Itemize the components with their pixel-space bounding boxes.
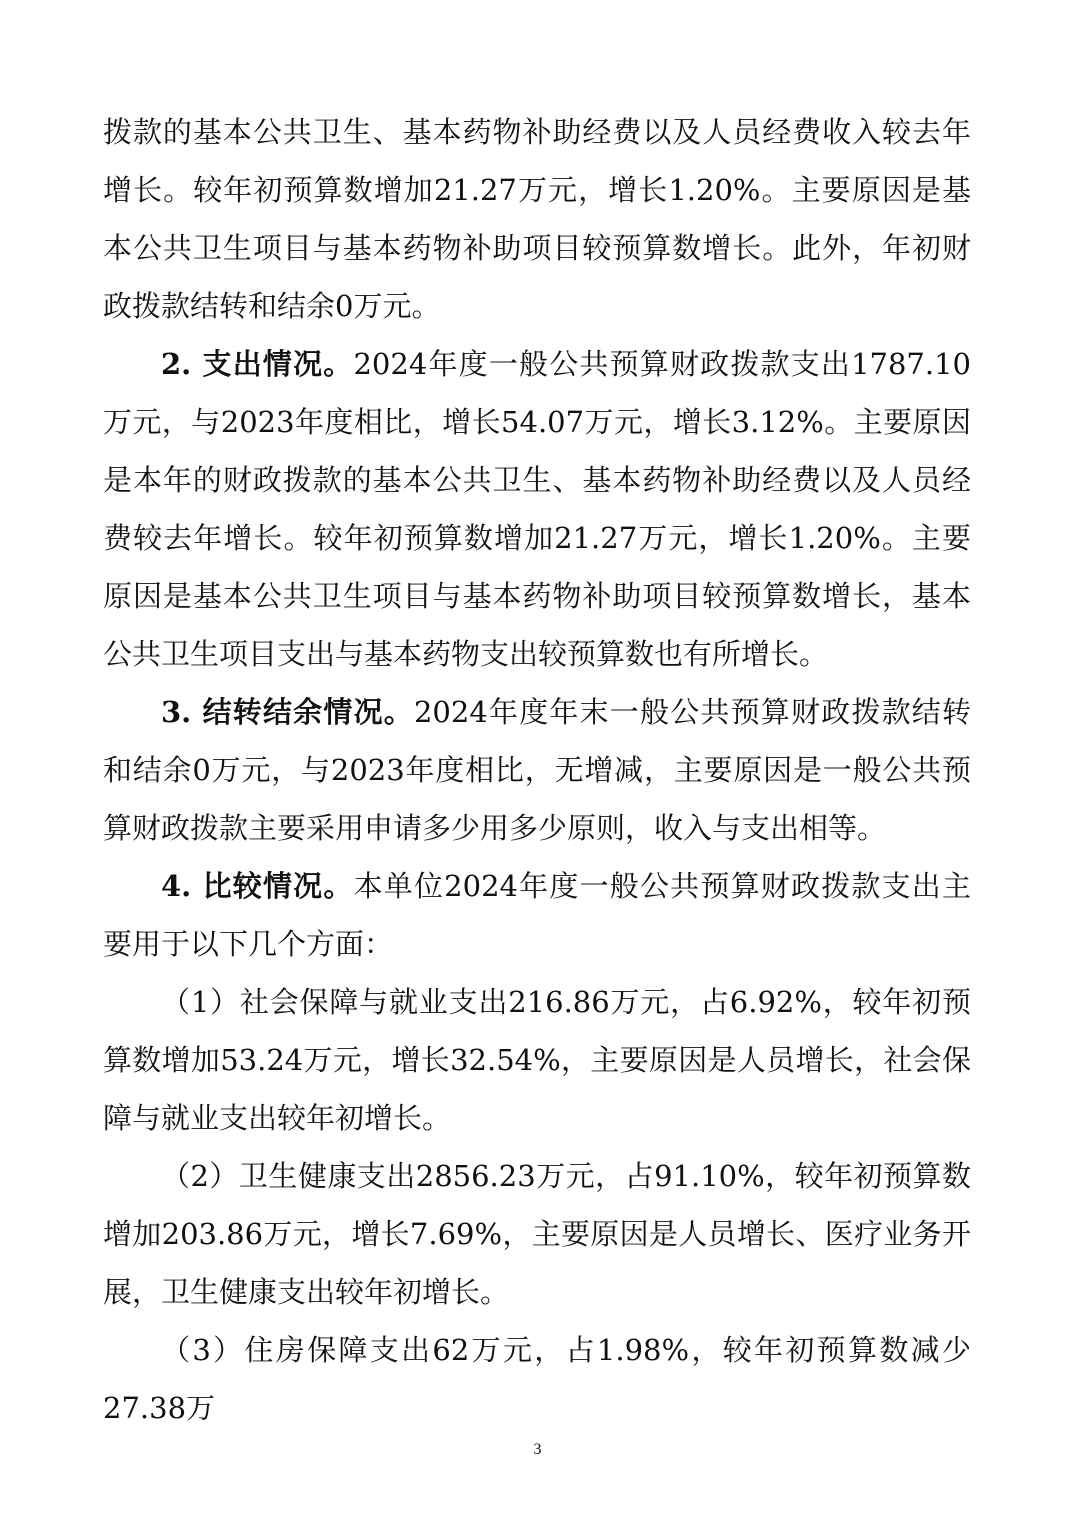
paragraph-comparison (103, 857, 971, 973)
list-item-social-security (103, 973, 971, 1147)
page-number: 3 (533, 1441, 542, 1458)
section-heading-comparison: 4. 比较情况。 (161, 869, 354, 903)
paragraph-text: （1）社会保障与就业支出216.86万元，占6.92%，较年初预算数增加53.24万元，增长32.54%，主要原因是人员增长，社会保障与就业支出较年初增长。 (103, 985, 971, 1135)
paragraph-income-continued (103, 103, 971, 335)
paragraph-expenditure (103, 335, 971, 683)
paragraph-text: （2）卫生健康支出2856.23万元，占91.10%，较年初预算数增加203.86万元，增长7.69%，主要原因是人员增长、医疗业务开展，卫生健康支出较年初增长。 (103, 1159, 971, 1309)
list-item-housing (103, 1321, 971, 1437)
paragraph-text: 2024年度年末一般公共预算财政拨款结转和结余0万元，与2023年度相比，无增减，主要原因是一般公共预算财政拨款主要采用申请多少用多少原则，收入与支出相等。 (103, 695, 971, 845)
section-heading-expenditure: 2. 支出情况。 (161, 347, 354, 381)
paragraph-text: （3）住房保障支出62万元，占1.98%，较年初预算数减少27.38万 (103, 1333, 971, 1425)
paragraph-text: 拨款的基本公共卫生、基本药物补助经费以及人员经费收入较去年增长。较年初预算数增加21.27万元，增长1.20%。主要原因是基本公共卫生项目与基本药物补助项目较预算数增长。此外，年初财政拨款结转和结余0万元。 (103, 115, 971, 323)
list-item-health (103, 1147, 971, 1321)
section-heading-carryover: 3. 结转结余情况。 (161, 695, 414, 729)
paragraph-text: 本单位2024年度一般公共预算财政拨款支出主要用于以下几个方面： (103, 869, 971, 961)
paragraph-text: 2024年度一般公共预算财政拨款支出1787.10万元，与2023年度相比，增长54.07万元，增长3.12%。主要原因是本年的财政拨款的基本公共卫生、基本药物补助经费以及人员经费较去年增长。较年初预算数增加21.27万元，增长1.20%。主要原因是基本公共卫生项目与基本药物补助项目较预算数增长，基本公共卫生项目支出与基本药物支出较预算数也有所增长。 (103, 347, 971, 671)
paragraph-carryover (103, 683, 971, 857)
